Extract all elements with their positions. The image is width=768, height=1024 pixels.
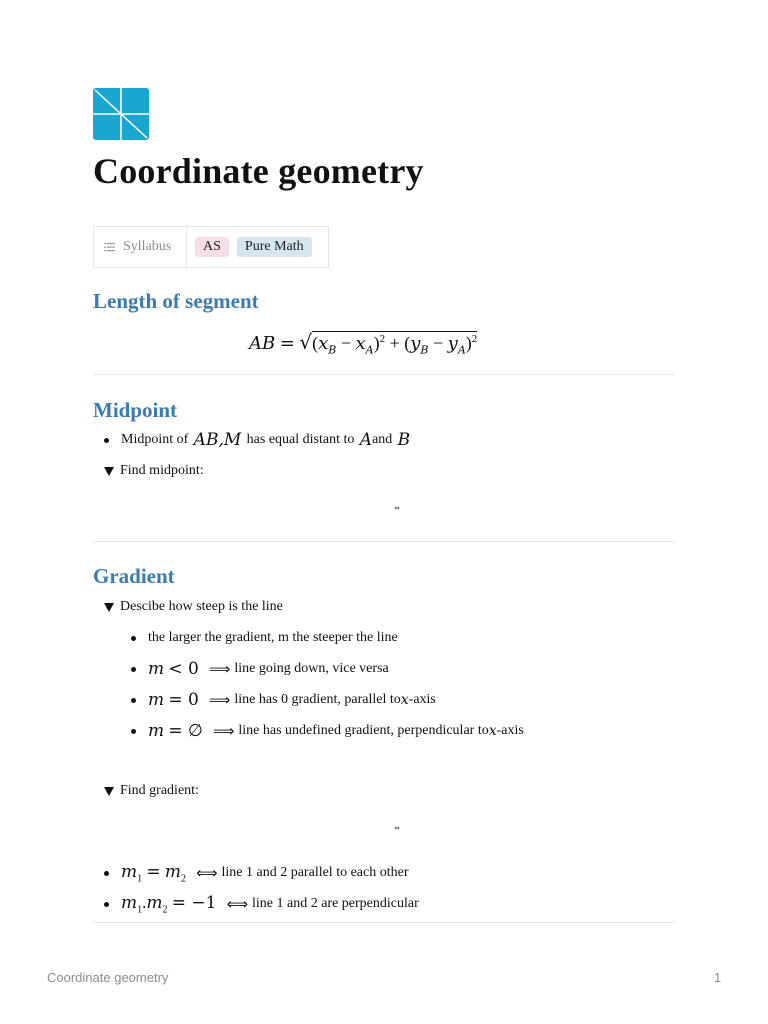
toggle-triangle-icon[interactable] bbox=[104, 787, 114, 796]
list-item bbox=[131, 721, 524, 741]
page-title: Coordinate geometry bbox=[93, 151, 424, 191]
text: line has undefined gradient, perpendicular to bbox=[238, 723, 489, 738]
divider bbox=[93, 374, 675, 375]
math-a: A bbox=[354, 430, 373, 450]
iff-arrow-icon: ⟺ bbox=[196, 864, 218, 883]
distance-formula: AB = $√(x_B - x_A)^2 + (y_B - y_A)^2$ bbox=[249, 330, 478, 357]
text: line has 0 gradient, parallel to bbox=[234, 692, 401, 707]
toggle-label: Descibe how steep is the line bbox=[120, 599, 283, 614]
implies-arrow-icon: ⟹ bbox=[208, 660, 231, 678]
grid-page-icon bbox=[93, 88, 149, 140]
divider bbox=[93, 541, 675, 542]
implies-arrow-icon: ⟹ bbox=[208, 691, 231, 709]
math-m-lt-0: m < 0 bbox=[148, 659, 199, 679]
bullet bbox=[131, 636, 136, 641]
toggle-triangle-icon[interactable] bbox=[104, 467, 114, 476]
bullet bbox=[104, 902, 109, 907]
tag-as[interactable]: AS bbox=[195, 237, 229, 257]
heading-midpoint: Midpoint bbox=[93, 398, 178, 422]
text: the larger the gradient, m the steeper the line bbox=[148, 630, 398, 645]
text: line 1 and 2 are perpendicular bbox=[251, 896, 419, 912]
bullet bbox=[131, 667, 136, 672]
toggle-describe-steep[interactable] bbox=[104, 599, 283, 615]
embedded-quote: " bbox=[394, 825, 401, 837]
math-b: B bbox=[392, 430, 411, 450]
heading-gradient: Gradient bbox=[93, 564, 175, 588]
implies-arrow-icon: ⟹ bbox=[212, 722, 235, 740]
list-item bbox=[104, 430, 410, 450]
math-m-eq-0: m = 0 bbox=[148, 690, 199, 710]
math-x: x bbox=[488, 723, 497, 739]
divider bbox=[93, 922, 675, 923]
math-m1-m2-eq-neg1: $m_1.m_2 = -1$ bbox=[121, 893, 217, 916]
text: line going down, vice versa bbox=[234, 661, 389, 676]
list-item bbox=[104, 862, 409, 884]
page-number: 1 bbox=[714, 970, 722, 985]
list-item bbox=[131, 690, 436, 710]
list-icon bbox=[104, 242, 115, 252]
list-item bbox=[131, 659, 389, 679]
toggle-find-gradient[interactable] bbox=[104, 783, 199, 799]
footer-title: Coordinate geometry bbox=[47, 970, 169, 985]
text: -axis bbox=[496, 723, 524, 738]
tag-pure-math[interactable]: Pure Math bbox=[237, 237, 312, 257]
heading-length-of-segment: Length of segment bbox=[93, 289, 259, 313]
bullet bbox=[104, 871, 109, 876]
text: line 1 and 2 parallel to each other bbox=[221, 865, 409, 881]
iff-arrow-icon: ⟺ bbox=[226, 895, 248, 914]
math-x: x bbox=[400, 692, 409, 708]
toggle-label: Find midpoint: bbox=[120, 463, 204, 478]
math-m-eq-empty: m = ∅ bbox=[148, 721, 203, 741]
property-tags[interactable] bbox=[187, 237, 328, 257]
bullet bbox=[131, 729, 136, 734]
toggle-label: Find gradient: bbox=[120, 783, 199, 798]
text: -axis bbox=[408, 692, 436, 707]
text: has equal distant to bbox=[246, 432, 355, 447]
toggle-find-midpoint[interactable] bbox=[104, 463, 204, 479]
math-m1-eq-m2: $m_1 = m_2$ bbox=[121, 862, 186, 885]
list-item bbox=[104, 893, 419, 915]
toggle-triangle-icon[interactable] bbox=[104, 603, 114, 612]
bullet bbox=[104, 438, 109, 443]
text: Midpoint of bbox=[121, 432, 189, 447]
text: and bbox=[372, 432, 393, 447]
bullet bbox=[131, 698, 136, 703]
list-item bbox=[131, 630, 398, 646]
embedded-quote: " bbox=[394, 505, 401, 517]
property-label-text: Syllabus bbox=[123, 239, 172, 254]
math-ab-m: AB,M bbox=[188, 430, 247, 450]
properties-row bbox=[93, 226, 329, 268]
property-label[interactable] bbox=[94, 227, 187, 267]
